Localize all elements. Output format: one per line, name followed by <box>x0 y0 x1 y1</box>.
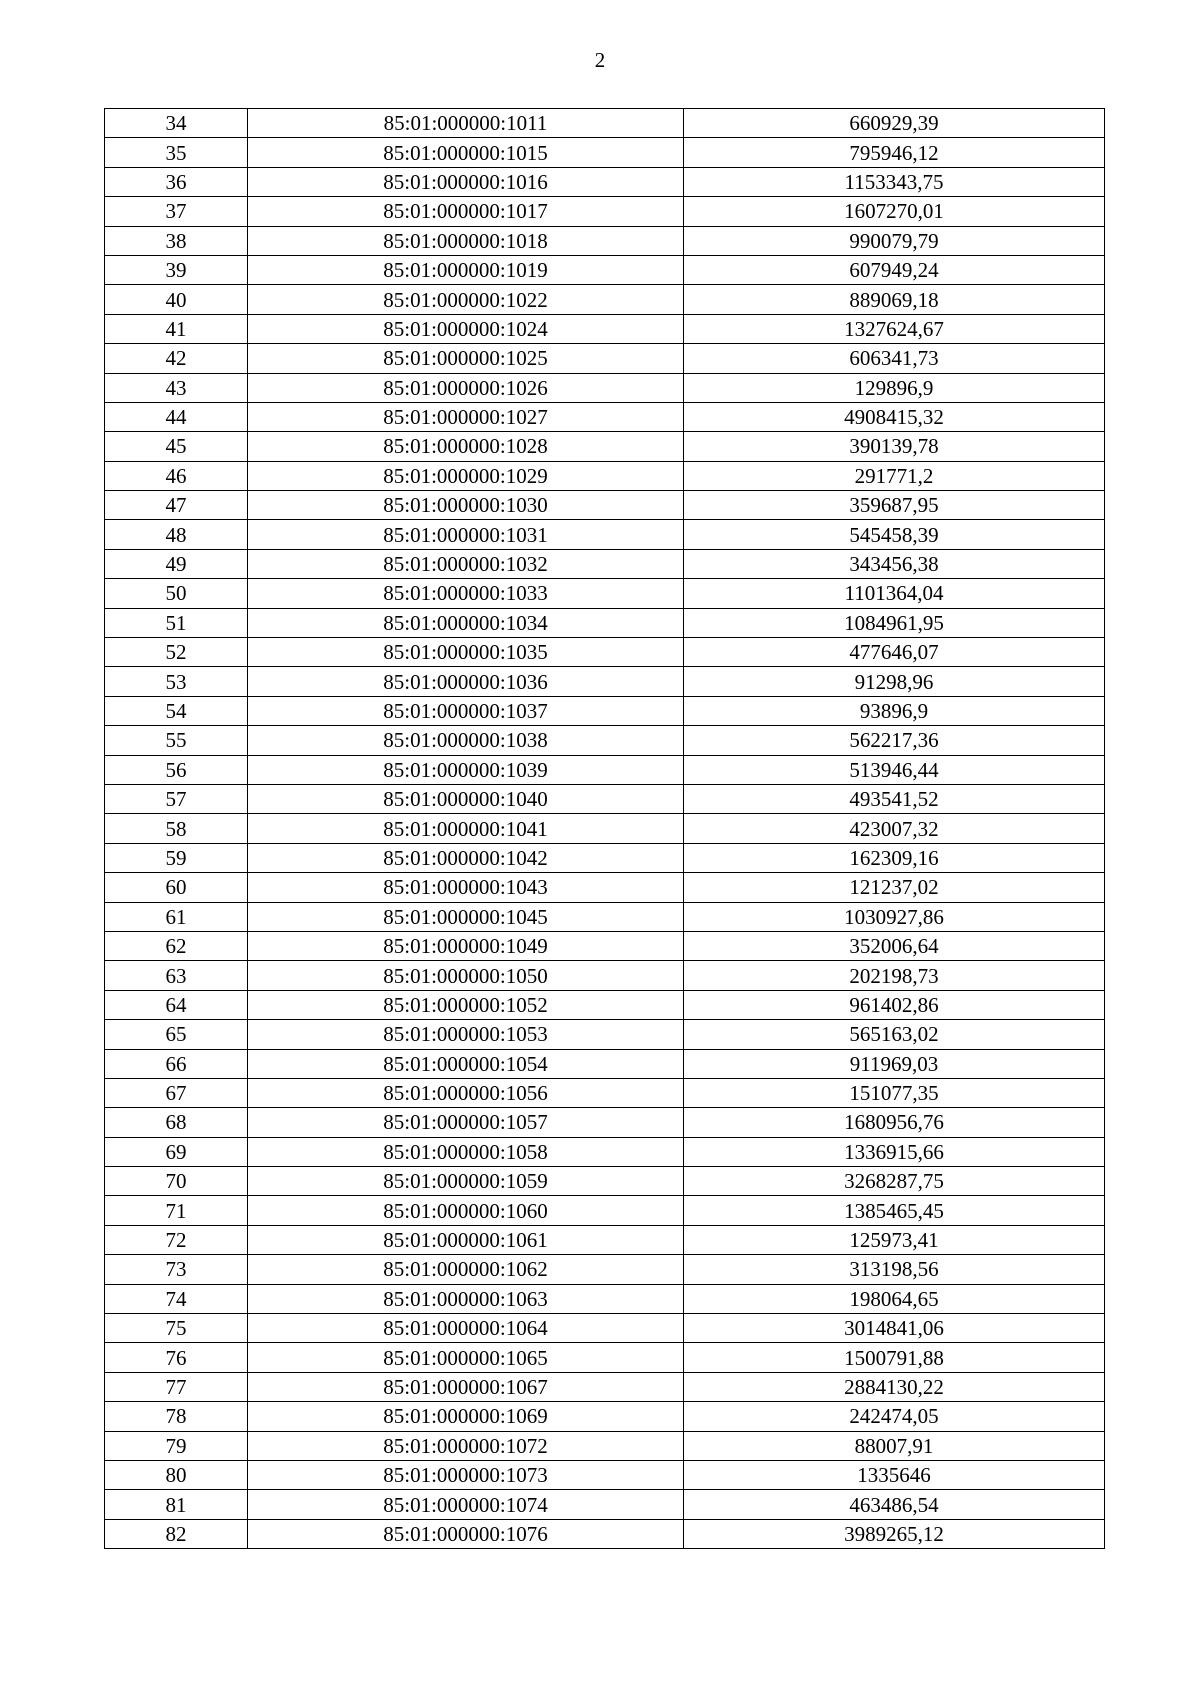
row-number-cell: 60 <box>105 873 248 902</box>
table-row <box>105 873 1105 902</box>
row-number-cell: 55 <box>105 726 248 755</box>
table-row <box>105 1108 1105 1137</box>
cadastral-number-cell: 85:01:000000:1063 <box>248 1284 684 1313</box>
cadastral-number-cell: 85:01:000000:1041 <box>248 814 684 843</box>
table-row <box>105 1225 1105 1254</box>
cadastral-value-cell: 990079,79 <box>684 226 1105 255</box>
table-row <box>105 432 1105 461</box>
table-row <box>105 520 1105 549</box>
row-number-cell: 61 <box>105 902 248 931</box>
cadastral-value-cell: 343456,38 <box>684 549 1105 578</box>
cadastral-value-cell: 162309,16 <box>684 843 1105 872</box>
cadastral-number-cell: 85:01:000000:1035 <box>248 638 684 667</box>
row-number-cell: 58 <box>105 814 248 843</box>
cadastral-value-cell: 93896,9 <box>684 696 1105 725</box>
cadastral-value-cell: 91298,96 <box>684 667 1105 696</box>
table-row <box>105 167 1105 196</box>
row-number-cell: 68 <box>105 1108 248 1137</box>
table-row <box>105 1049 1105 1078</box>
cadastral-value-cell: 1385465,45 <box>684 1196 1105 1225</box>
cadastral-value-cell: 1607270,01 <box>684 197 1105 226</box>
row-number-cell: 51 <box>105 608 248 637</box>
table-row <box>105 726 1105 755</box>
row-number-cell: 65 <box>105 1020 248 1049</box>
row-number-cell: 80 <box>105 1460 248 1489</box>
cadastral-value-cell: 660929,39 <box>684 109 1105 138</box>
row-number-cell: 34 <box>105 109 248 138</box>
cadastral-number-cell: 85:01:000000:1064 <box>248 1314 684 1343</box>
table-row <box>105 344 1105 373</box>
cadastral-value-cell: 125973,41 <box>684 1225 1105 1254</box>
table-row <box>105 696 1105 725</box>
cadastral-number-cell: 85:01:000000:1073 <box>248 1460 684 1489</box>
table-row <box>105 138 1105 167</box>
cadastral-value-cell: 1101364,04 <box>684 579 1105 608</box>
row-number-cell: 64 <box>105 990 248 1019</box>
row-number-cell: 81 <box>105 1490 248 1519</box>
row-number-cell: 53 <box>105 667 248 696</box>
row-number-cell: 79 <box>105 1431 248 1460</box>
cadastral-value-cell: 1335646 <box>684 1460 1105 1489</box>
cadastral-number-cell: 85:01:000000:1057 <box>248 1108 684 1137</box>
cadastral-number-cell: 85:01:000000:1039 <box>248 755 684 784</box>
cadastral-value-cell: 352006,64 <box>684 931 1105 960</box>
row-number-cell: 45 <box>105 432 248 461</box>
table-row <box>105 1167 1105 1196</box>
table-row <box>105 784 1105 813</box>
row-number-cell: 59 <box>105 843 248 872</box>
cadastral-number-cell: 85:01:000000:1018 <box>248 226 684 255</box>
table-row <box>105 1431 1105 1460</box>
row-number-cell: 54 <box>105 696 248 725</box>
cadastral-value-cell: 291771,2 <box>684 461 1105 490</box>
cadastral-value-cell: 961402,86 <box>684 990 1105 1019</box>
table-row <box>105 226 1105 255</box>
row-number-cell: 73 <box>105 1255 248 1284</box>
row-number-cell: 57 <box>105 784 248 813</box>
table-row <box>105 402 1105 431</box>
cadastral-number-cell: 85:01:000000:1056 <box>248 1078 684 1107</box>
cadastral-number-cell: 85:01:000000:1029 <box>248 461 684 490</box>
cadastral-number-cell: 85:01:000000:1016 <box>248 167 684 196</box>
table-row <box>105 373 1105 402</box>
cadastral-value-cell: 423007,32 <box>684 814 1105 843</box>
cadastral-number-cell: 85:01:000000:1015 <box>248 138 684 167</box>
cadastral-value-cell: 359687,95 <box>684 491 1105 520</box>
row-number-cell: 67 <box>105 1078 248 1107</box>
table-row <box>105 1284 1105 1313</box>
table-row <box>105 491 1105 520</box>
row-number-cell: 49 <box>105 549 248 578</box>
table-row <box>105 1460 1105 1489</box>
cadastral-value-cell: 3268287,75 <box>684 1167 1105 1196</box>
row-number-cell: 40 <box>105 285 248 314</box>
cadastral-value-cell: 390139,78 <box>684 432 1105 461</box>
cadastral-number-cell: 85:01:000000:1076 <box>248 1519 684 1548</box>
cadastral-number-cell: 85:01:000000:1061 <box>248 1225 684 1254</box>
table-row <box>105 314 1105 343</box>
table-row <box>105 931 1105 960</box>
cadastral-value-cell: 1336915,66 <box>684 1137 1105 1166</box>
table-row <box>105 1196 1105 1225</box>
row-number-cell: 62 <box>105 931 248 960</box>
table-row <box>105 197 1105 226</box>
row-number-cell: 42 <box>105 344 248 373</box>
cadastral-number-cell: 85:01:000000:1024 <box>248 314 684 343</box>
row-number-cell: 71 <box>105 1196 248 1225</box>
table-row <box>105 285 1105 314</box>
cadastral-number-cell: 85:01:000000:1074 <box>248 1490 684 1519</box>
table-row <box>105 902 1105 931</box>
table-row <box>105 638 1105 667</box>
cadastral-number-cell: 85:01:000000:1032 <box>248 549 684 578</box>
cadastral-value-table <box>104 108 1105 1549</box>
cadastral-value-cell: 313198,56 <box>684 1255 1105 1284</box>
row-number-cell: 77 <box>105 1372 248 1401</box>
cadastral-value-cell: 4908415,32 <box>684 402 1105 431</box>
cadastral-number-cell: 85:01:000000:1053 <box>248 1020 684 1049</box>
cadastral-value-cell: 565163,02 <box>684 1020 1105 1049</box>
cadastral-number-cell: 85:01:000000:1040 <box>248 784 684 813</box>
row-number-cell: 38 <box>105 226 248 255</box>
table-row <box>105 1314 1105 1343</box>
row-number-cell: 70 <box>105 1167 248 1196</box>
table-row <box>105 843 1105 872</box>
cadastral-number-cell: 85:01:000000:1036 <box>248 667 684 696</box>
cadastral-number-cell: 85:01:000000:1052 <box>248 990 684 1019</box>
row-number-cell: 35 <box>105 138 248 167</box>
cadastral-number-cell: 85:01:000000:1025 <box>248 344 684 373</box>
cadastral-number-cell: 85:01:000000:1028 <box>248 432 684 461</box>
cadastral-value-cell: 1680956,76 <box>684 1108 1105 1137</box>
row-number-cell: 47 <box>105 491 248 520</box>
table-row <box>105 549 1105 578</box>
cadastral-number-cell: 85:01:000000:1058 <box>248 1137 684 1166</box>
cadastral-number-cell: 85:01:000000:1045 <box>248 902 684 931</box>
table-row <box>105 814 1105 843</box>
table-row <box>105 755 1105 784</box>
cadastral-value-cell: 513946,44 <box>684 755 1105 784</box>
cadastral-value-cell: 1153343,75 <box>684 167 1105 196</box>
table-row <box>105 1078 1105 1107</box>
row-number-cell: 74 <box>105 1284 248 1313</box>
cadastral-value-cell: 1500791,88 <box>684 1343 1105 1372</box>
row-number-cell: 46 <box>105 461 248 490</box>
row-number-cell: 48 <box>105 520 248 549</box>
cadastral-value-cell: 202198,73 <box>684 961 1105 990</box>
table-row <box>105 1402 1105 1431</box>
table-row <box>105 1519 1105 1548</box>
cadastral-value-cell: 889069,18 <box>684 285 1105 314</box>
cadastral-number-cell: 85:01:000000:1030 <box>248 491 684 520</box>
cadastral-number-cell: 85:01:000000:1065 <box>248 1343 684 1372</box>
table-row <box>105 608 1105 637</box>
cadastral-number-cell: 85:01:000000:1043 <box>248 873 684 902</box>
cadastral-value-cell: 1084961,95 <box>684 608 1105 637</box>
row-number-cell: 78 <box>105 1402 248 1431</box>
cadastral-number-cell: 85:01:000000:1027 <box>248 402 684 431</box>
table-row <box>105 990 1105 1019</box>
cadastral-value-cell: 198064,65 <box>684 1284 1105 1313</box>
cadastral-value-cell: 3989265,12 <box>684 1519 1105 1548</box>
row-number-cell: 52 <box>105 638 248 667</box>
table-row <box>105 109 1105 138</box>
table-row <box>105 1255 1105 1284</box>
table-row <box>105 1343 1105 1372</box>
cadastral-number-cell: 85:01:000000:1042 <box>248 843 684 872</box>
cadastral-number-cell: 85:01:000000:1059 <box>248 1167 684 1196</box>
table-row <box>105 579 1105 608</box>
cadastral-value-cell: 242474,05 <box>684 1402 1105 1431</box>
cadastral-number-cell: 85:01:000000:1067 <box>248 1372 684 1401</box>
table-row <box>105 1372 1105 1401</box>
cadastral-number-cell: 85:01:000000:1072 <box>248 1431 684 1460</box>
table-row <box>105 667 1105 696</box>
table-row <box>105 1490 1105 1519</box>
row-number-cell: 36 <box>105 167 248 196</box>
row-number-cell: 56 <box>105 755 248 784</box>
cadastral-value-cell: 1030927,86 <box>684 902 1105 931</box>
cadastral-value-cell: 121237,02 <box>684 873 1105 902</box>
cadastral-value-cell: 606341,73 <box>684 344 1105 373</box>
row-number-cell: 72 <box>105 1225 248 1254</box>
cadastral-number-cell: 85:01:000000:1011 <box>248 109 684 138</box>
cadastral-number-cell: 85:01:000000:1033 <box>248 579 684 608</box>
cadastral-value-cell: 2884130,22 <box>684 1372 1105 1401</box>
cadastral-number-cell: 85:01:000000:1031 <box>248 520 684 549</box>
cadastral-value-cell: 795946,12 <box>684 138 1105 167</box>
cadastral-value-cell: 607949,24 <box>684 255 1105 284</box>
table-row <box>105 1137 1105 1166</box>
cadastral-number-cell: 85:01:000000:1038 <box>248 726 684 755</box>
cadastral-number-cell: 85:01:000000:1054 <box>248 1049 684 1078</box>
table-row <box>105 961 1105 990</box>
cadastral-value-cell: 1327624,67 <box>684 314 1105 343</box>
row-number-cell: 66 <box>105 1049 248 1078</box>
cadastral-value-cell: 911969,03 <box>684 1049 1105 1078</box>
cadastral-number-cell: 85:01:000000:1026 <box>248 373 684 402</box>
cadastral-value-cell: 493541,52 <box>684 784 1105 813</box>
row-number-cell: 63 <box>105 961 248 990</box>
row-number-cell: 44 <box>105 402 248 431</box>
cadastral-value-cell: 151077,35 <box>684 1078 1105 1107</box>
cadastral-number-cell: 85:01:000000:1034 <box>248 608 684 637</box>
row-number-cell: 76 <box>105 1343 248 1372</box>
cadastral-value-cell: 3014841,06 <box>684 1314 1105 1343</box>
cadastral-number-cell: 85:01:000000:1060 <box>248 1196 684 1225</box>
row-number-cell: 41 <box>105 314 248 343</box>
cadastral-number-cell: 85:01:000000:1017 <box>248 197 684 226</box>
cadastral-number-cell: 85:01:000000:1019 <box>248 255 684 284</box>
page-number: 2 <box>594 48 606 72</box>
cadastral-value-cell: 562217,36 <box>684 726 1105 755</box>
cadastral-number-cell: 85:01:000000:1062 <box>248 1255 684 1284</box>
cadastral-value-cell: 545458,39 <box>684 520 1105 549</box>
cadastral-number-cell: 85:01:000000:1022 <box>248 285 684 314</box>
row-number-cell: 39 <box>105 255 248 284</box>
row-number-cell: 37 <box>105 197 248 226</box>
table-row <box>105 1020 1105 1049</box>
row-number-cell: 69 <box>105 1137 248 1166</box>
row-number-cell: 82 <box>105 1519 248 1548</box>
row-number-cell: 43 <box>105 373 248 402</box>
table-row <box>105 255 1105 284</box>
cadastral-number-cell: 85:01:000000:1069 <box>248 1402 684 1431</box>
cadastral-value-cell: 129896,9 <box>684 373 1105 402</box>
cadastral-number-cell: 85:01:000000:1037 <box>248 696 684 725</box>
cadastral-number-cell: 85:01:000000:1049 <box>248 931 684 960</box>
cadastral-value-cell: 88007,91 <box>684 1431 1105 1460</box>
cadastral-value-cell: 463486,54 <box>684 1490 1105 1519</box>
table-body <box>105 109 1105 1549</box>
row-number-cell: 75 <box>105 1314 248 1343</box>
row-number-cell: 50 <box>105 579 248 608</box>
cadastral-number-cell: 85:01:000000:1050 <box>248 961 684 990</box>
cadastral-value-cell: 477646,07 <box>684 638 1105 667</box>
table-row <box>105 461 1105 490</box>
